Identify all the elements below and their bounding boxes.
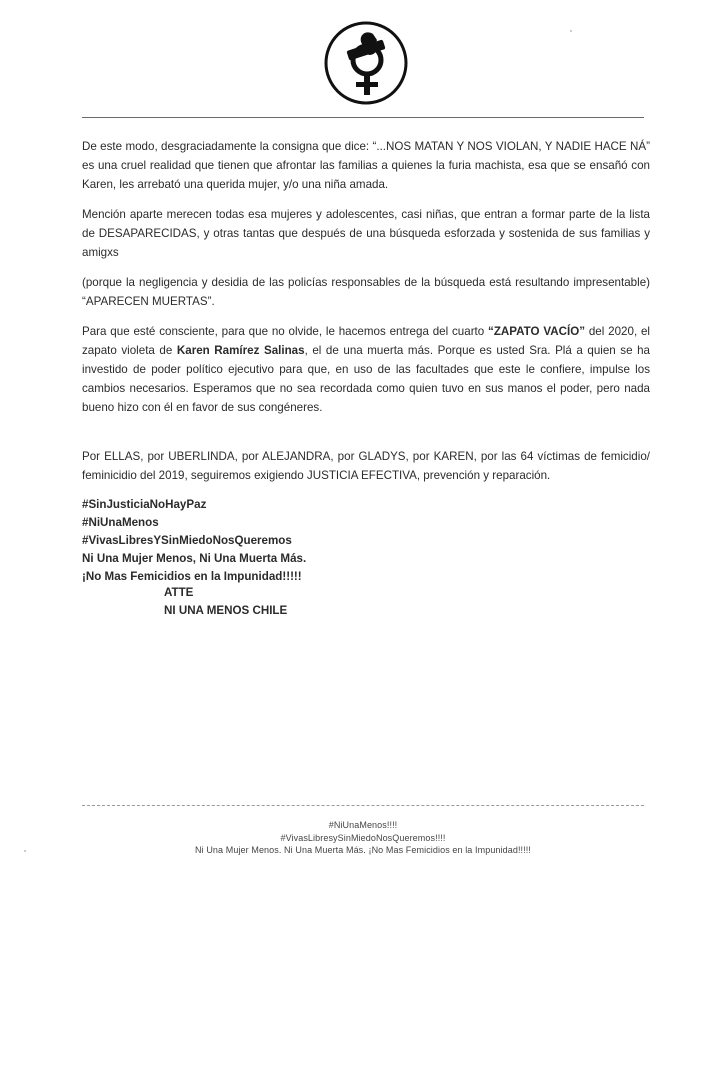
ni-una-menos-logo [323, 20, 409, 106]
slogan-item: ¡No Mas Femicidios en la Impunidad!!!!! [82, 570, 302, 583]
victim-name: Karen Ramírez Salinas [176, 344, 305, 357]
hashtag-item: #VivasLibresYSinMiedoNosQueremos [82, 534, 292, 547]
hashtag-item: #NiUnaMenos [82, 516, 159, 529]
signature-atte: ATTE [164, 586, 194, 599]
signature-org: NI UNA MENOS CHILE [164, 604, 288, 617]
paragraph-por-ellas: Por ELLAS, por UBERLINDA, por ALEJANDRA, por GLADYS, por KAREN, por las 64 víctimas de femicidio/ feminicidio del 2019, seguiremos exigiendo JUSTICIA EFECTIVA, prevención y reparación. [82, 450, 650, 482]
footer-divider [82, 805, 644, 806]
hashtag-list [82, 496, 650, 586]
hashtag-item: #SinJusticiaNoHayPaz [82, 498, 207, 511]
paragraph-zapato-vacio: Para que esté consciente, para que no olvide, le hacemos entrega del cuarto “ZAPATO VACÍO” del 2020, el zapato violeta de Karen Ramírez Salinas, el de una muerta más. Porque es usted Sra. Plá a quien se ha investido de poder político ejecutivo para que, en uso de las facultades que este le confiere, impulse los cambios necesarios. Esperamos que no sea recordada como quien tuvo en sus manos el poder, pero nada bueno hizo con él en favor de sus congéneres. [82, 325, 651, 414]
footer-line-2: #VivasLibresySinMiedoNosQueremos!!!! [280, 832, 446, 843]
footer [82, 819, 644, 857]
signature-block [164, 584, 287, 620]
paragraph-desaparecidas: Mención aparte merecen todas esa mujeres y adolescentes, casi niñas, que entran a formar parte de la lista de DESAPARECIDAS, y otras tantas que después de una búsqueda esforzada y sostenida de sus familias y amigxs [82, 208, 650, 259]
scan-speck [24, 850, 26, 852]
scan-speck [570, 30, 572, 32]
footer-line-3: Ni Una Mujer Menos. Ni Una Muerta Más. ¡No Mas Femicidios en la Impunidad!!!!! [195, 845, 531, 855]
paragraph-negligencia: (porque la negligencia y desidia de las policías responsables de la búsqueda está resultando impresentable) “APARECEN MUERTAS”. [82, 276, 650, 308]
slogan-item: Ni Una Mujer Menos, Ni Una Muerta Más. [82, 552, 307, 565]
letter-body [82, 137, 650, 586]
zapato-vacio-emphasis: “ZAPATO VACÍO” [488, 325, 586, 338]
paragraph-consigna: De este modo, desgraciadamente la consigna que dice: “...NOS MATAN Y NOS VIOLAN, Y NADIE HACE NÁ” es una cruel realidad que tienen que afrontar las familias a quienes la furia machista, esa que se ensañó con Karen, les arrebató una querida mujer, y/o una niña amada. [82, 140, 650, 191]
footer-line-1: #NiUnaMenos!!!! [328, 820, 398, 830]
header-divider [82, 117, 644, 118]
